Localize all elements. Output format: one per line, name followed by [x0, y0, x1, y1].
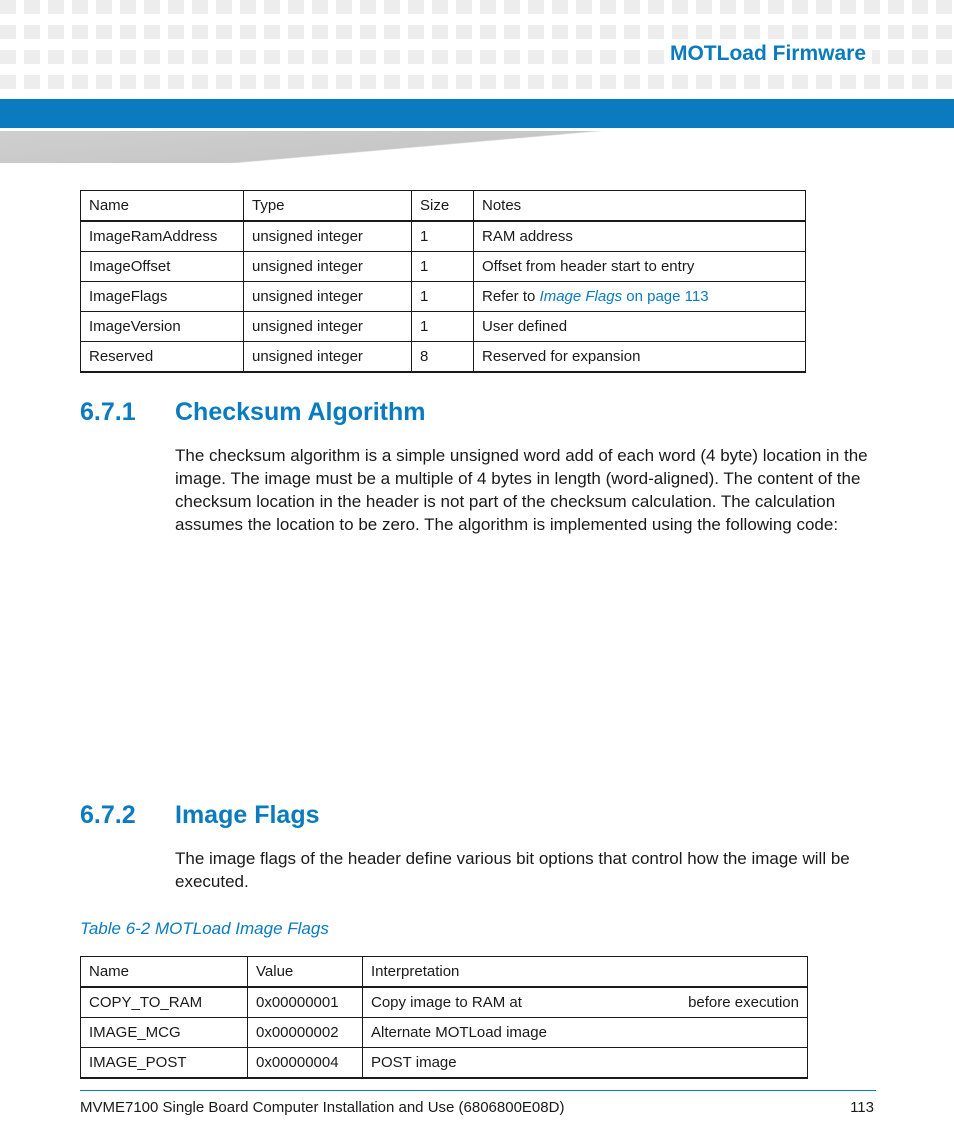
section-title: Checksum Algorithm — [175, 398, 426, 426]
section-title: Image Flags — [175, 801, 320, 829]
table-cell: RAM address — [474, 221, 806, 252]
table-cell: ImageRamAddress — [81, 221, 244, 252]
table-cell: 8 — [412, 342, 474, 373]
table-cell: ImageFlags — [81, 282, 244, 312]
table-header-row — [81, 191, 806, 222]
column-header: Name — [81, 957, 248, 988]
table-row — [81, 987, 808, 1018]
table-cell: 0x00000001 — [248, 987, 363, 1018]
table-cell: ImageVersion — [81, 312, 244, 342]
section-heading-image-flags — [80, 801, 320, 830]
table-cell: unsigned integer — [244, 252, 412, 282]
table-cell: Alternate MOTLoad image — [363, 1018, 808, 1048]
table-cell: unsigned integer — [244, 342, 412, 373]
table-cell: POST image — [363, 1048, 808, 1079]
section-number: 6.7.1 — [80, 398, 136, 426]
column-header: Notes — [474, 191, 806, 222]
footer-document-title: MVME7100 Single Board Computer Installation and Use (6806800E08D) — [80, 1099, 565, 1116]
image-header-table — [80, 190, 806, 373]
table-cell: unsigned integer — [244, 312, 412, 342]
table-row — [81, 282, 806, 312]
column-header: Name — [81, 191, 244, 222]
page-ref-link[interactable]: on page 113 — [622, 288, 709, 305]
column-header: Interpretation — [363, 957, 808, 988]
table-header-row — [81, 957, 808, 988]
footer-page-number: 113 — [850, 1099, 874, 1116]
section-number: 6.7.2 — [80, 801, 136, 829]
table-cell: ImageOffset — [81, 252, 244, 282]
image-flags-paragraph: The image flags of the header define various bit options that control how the image will be executed. — [175, 849, 850, 891]
header-blue-band — [0, 99, 954, 128]
image-flags-link[interactable]: Image Flags — [539, 288, 623, 305]
column-header: Size — [412, 191, 474, 222]
interpretation-text: Copy image to RAM at — [371, 994, 522, 1011]
table-row — [81, 221, 806, 252]
interpretation-suffix: before execution — [688, 994, 799, 1011]
refer-text: Refer to — [482, 288, 540, 305]
table-row — [81, 312, 806, 342]
footer-rule — [80, 1090, 876, 1091]
table-row — [81, 1018, 808, 1048]
table-cell: Reserved — [81, 342, 244, 373]
table-cell: Reserved for expansion — [474, 342, 806, 373]
column-header: Type — [244, 191, 412, 222]
table-row — [81, 1048, 808, 1079]
table-cell: 1 — [412, 282, 474, 312]
table-cell — [363, 987, 808, 1018]
table-cell: IMAGE_POST — [81, 1048, 248, 1079]
table-cell: 0x00000004 — [248, 1048, 363, 1079]
running-header-title: MOTLoad Firmware — [664, 42, 872, 66]
table-cell: User defined — [474, 312, 806, 342]
table-cell: unsigned integer — [244, 282, 412, 312]
table-cell: unsigned integer — [244, 221, 412, 252]
table-cell: 0x00000002 — [248, 1018, 363, 1048]
header-grey-band — [0, 131, 954, 163]
table-cell-with-link — [474, 282, 806, 312]
table-cell: COPY_TO_RAM — [81, 987, 248, 1018]
table-cell: 1 — [412, 221, 474, 252]
table-row — [81, 252, 806, 282]
checksum-paragraph: The checksum algorithm is a simple unsigned word add of each word (4 byte) location in the image. The image must be a multiple of 4 bytes in length (word-aligned). The content of the checksum location in the header is not part of the checksum calculation. The calculation assumes the location to be zero. The algorithm is implemented using the following code: — [175, 446, 868, 534]
table-cell: 1 — [412, 252, 474, 282]
column-header: Value — [248, 957, 363, 988]
table-cell: IMAGE_MCG — [81, 1018, 248, 1048]
image-flags-table — [80, 956, 808, 1079]
table-row — [81, 342, 806, 373]
table-cell: 1 — [412, 312, 474, 342]
table-caption: Table 6-2 MOTLoad Image Flags — [80, 919, 329, 938]
table-cell: Offset from header start to entry — [474, 252, 806, 282]
section-heading-checksum — [80, 398, 426, 427]
